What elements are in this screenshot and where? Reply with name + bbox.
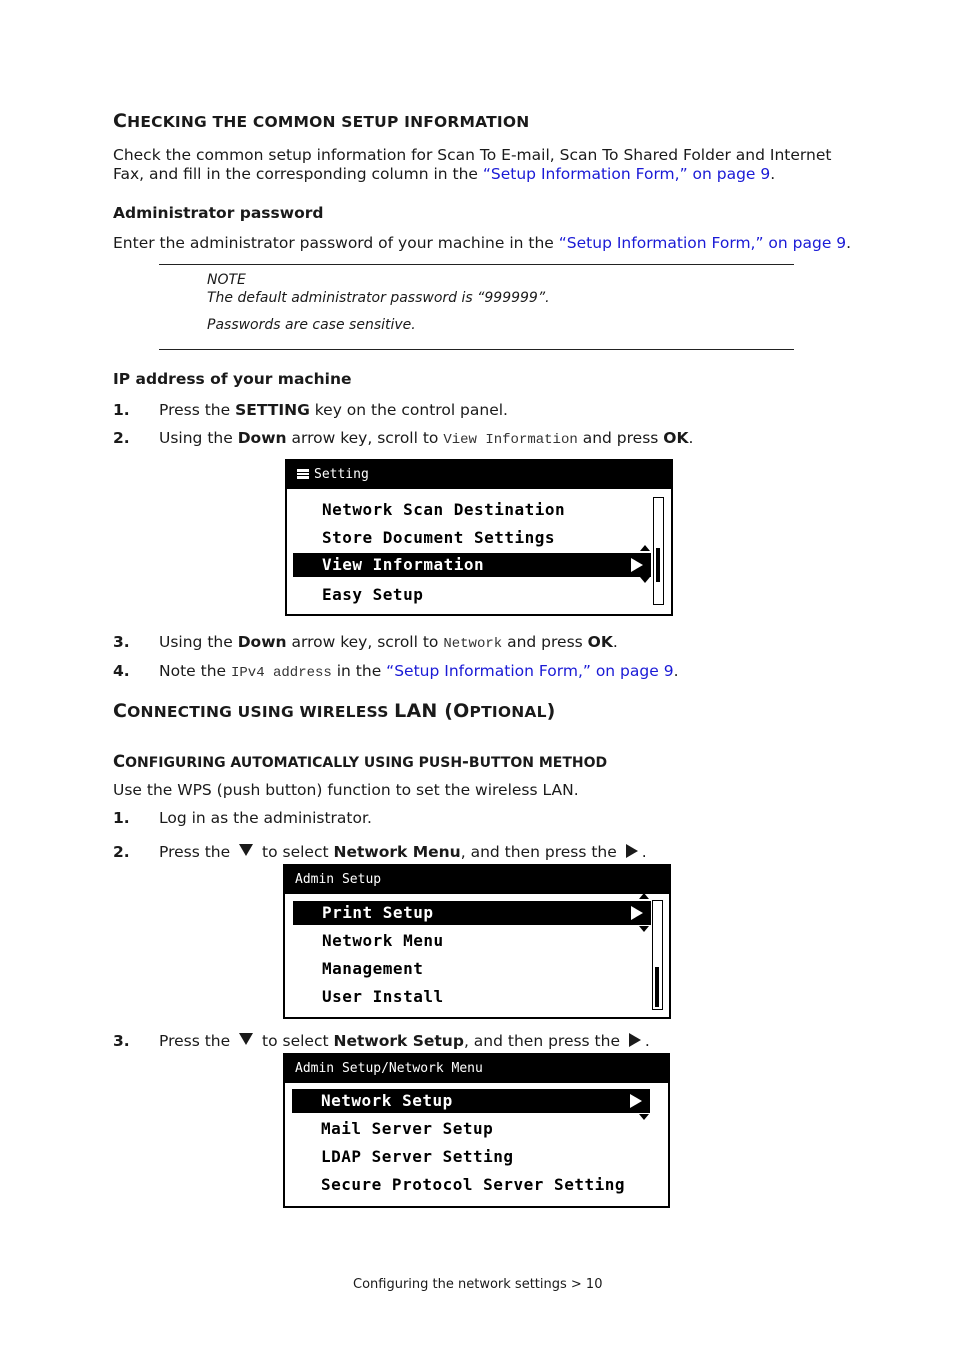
setup-form-link[interactable]: “Setup Information Form,” on page 9 (558, 234, 847, 252)
step-text: , and then press the (463, 1032, 625, 1050)
down-arrow-icon (239, 1033, 253, 1045)
step-number: 1. (113, 809, 130, 827)
menu-item-selected[interactable] (293, 553, 651, 577)
menu-item[interactable] (293, 526, 651, 550)
step-text: . (644, 1032, 650, 1050)
right-arrow-icon (630, 1094, 642, 1108)
ip-step-2 (159, 429, 693, 450)
menu-code: IPv4 address (230, 665, 332, 681)
scrollbar[interactable] (653, 497, 664, 605)
intro-line-1: Check the common setup information for Scan To E-mail, Scan To Shared Folder and Internet (113, 146, 832, 164)
down-key-label: Down (237, 429, 287, 447)
lcd-title-bar (287, 461, 671, 489)
scrollbar[interactable] (652, 900, 663, 1010)
admin-password-text (113, 234, 851, 253)
menu-name: Network Setup (333, 1032, 464, 1050)
step-text: to select (257, 1032, 334, 1050)
right-arrow-icon (626, 844, 638, 858)
heading-text: PTIONAL (469, 703, 547, 721)
heading-initial: C (113, 700, 128, 722)
menu-item-label: Network Menu (322, 931, 444, 950)
step-text: and press (502, 633, 588, 651)
step-number: 2. (113, 843, 130, 861)
wps-step-3 (159, 1032, 650, 1051)
heading-text: ONNECTING USING WIRELESS (127, 703, 395, 721)
scrollbar-thumb[interactable] (655, 967, 659, 1007)
section-heading-checking (113, 110, 529, 132)
push-button-heading (113, 752, 607, 771)
menu-item-label: LDAP Server Setting (321, 1147, 514, 1166)
step-text: , and then press the (460, 843, 622, 861)
menu-item-label: Network Scan Destination (322, 500, 566, 519)
step-text: arrow key, scroll to (286, 633, 444, 651)
step-text: Note the (159, 662, 231, 680)
right-arrow-icon (631, 558, 643, 572)
note-bottom-rule (159, 349, 794, 350)
menu-item[interactable] (293, 583, 651, 607)
menu-item-selected[interactable] (293, 901, 651, 925)
menu-item-label: Secure Protocol Server Setting (321, 1175, 625, 1194)
menu-item-label: User Install (322, 987, 444, 1006)
admin-period: . (846, 234, 852, 252)
right-arrow-icon (631, 906, 643, 920)
heading-initial: C (113, 110, 128, 132)
scroll-down-icon (640, 577, 650, 583)
step-text: arrow key, scroll to (286, 429, 444, 447)
menu-item[interactable] (293, 498, 651, 522)
ok-key-label: OK (587, 633, 613, 651)
step-text: . (673, 662, 679, 680)
heading-text: ONFIGURING AUTOMATICALLY USING PUSH (125, 755, 463, 771)
step-text: and press (577, 429, 664, 447)
wps-intro: Use the WPS (push button) function to set the wireless LAN. (113, 781, 579, 799)
step-number: 1. (113, 401, 130, 419)
menu-item[interactable] (292, 1173, 650, 1197)
step-text: . (641, 843, 647, 861)
menu-item-selected[interactable] (292, 1089, 650, 1113)
step-text: in the (331, 662, 387, 680)
scroll-down-icon (639, 1114, 649, 1120)
menu-item-label: Easy Setup (322, 585, 424, 604)
note-line-2: Passwords are case sensitive. (207, 317, 416, 333)
step-number: 2. (113, 429, 130, 447)
scroll-up-icon (639, 893, 649, 899)
scroll-down-icon (639, 926, 649, 932)
menu-item-label: Network Setup (321, 1091, 453, 1110)
step-text: Press the (159, 401, 236, 419)
heading-text: ) (546, 700, 556, 722)
step-number: 3. (113, 1032, 130, 1050)
wps-step-1: Log in as the administrator. (159, 809, 372, 827)
step-text: Press the (159, 843, 236, 861)
admin-password-heading: Administrator password (113, 204, 324, 222)
down-arrow-icon (239, 844, 253, 856)
heading-text: HECKING THE COMMON SETUP INFORMATION (127, 113, 530, 131)
heading-text: - (462, 752, 469, 771)
lcd-title-bar (285, 1055, 668, 1083)
right-arrow-icon (629, 1033, 641, 1047)
step-text: key on the control panel. (309, 401, 508, 419)
menu-item[interactable] (292, 1145, 650, 1169)
step-number: 4. (113, 662, 130, 680)
menu-item[interactable] (293, 985, 651, 1009)
menu-item[interactable] (293, 957, 651, 981)
heading-initial: C (113, 752, 126, 771)
lcd-screen-setting (285, 459, 673, 616)
section-heading-wireless (113, 700, 556, 722)
step-text: Using the (159, 633, 238, 651)
step-text: to select (257, 843, 334, 861)
scroll-up-icon (640, 545, 650, 551)
lcd-title: Setting (314, 467, 369, 482)
setting-icon (297, 469, 309, 479)
menu-item[interactable] (293, 929, 651, 953)
menu-code: View Information (443, 432, 578, 448)
page-footer: Configuring the network settings > 10 (353, 1277, 603, 1292)
setup-form-link[interactable]: “Setup Information Form,” on page 9 (386, 662, 674, 680)
lcd-screen-admin-setup (283, 864, 671, 1019)
intro-line-2 (113, 165, 775, 184)
ip-step-3 (159, 633, 618, 654)
menu-item-label: Store Document Settings (322, 528, 556, 547)
setup-form-link[interactable]: “Setup Information Form,” on page 9 (482, 165, 771, 183)
down-key-label: Down (237, 633, 287, 651)
step-text: Using the (159, 429, 238, 447)
ok-key-label: OK (663, 429, 689, 447)
step-text: Press the (159, 1032, 236, 1050)
menu-item[interactable] (292, 1117, 650, 1141)
intro-period: . (770, 165, 776, 183)
menu-item-label: View Information (322, 555, 485, 574)
step-text: . (688, 429, 694, 447)
note-line-1: The default administrator password is “999999”. (207, 290, 550, 306)
scrollbar-thumb[interactable] (656, 548, 660, 582)
admin-text: Enter the administrator password of your machine in the (113, 234, 559, 252)
ip-step-1 (159, 401, 508, 420)
ip-step-4 (159, 662, 679, 683)
note-label: NOTE (207, 272, 246, 288)
heading-text: LAN (O (394, 700, 470, 722)
lcd-title: Admin Setup (295, 872, 382, 887)
ip-address-heading: IP address of your machine (113, 370, 352, 388)
menu-item-label: Print Setup (322, 903, 434, 922)
setting-key-label: SETTING (235, 401, 310, 419)
intro-text: Fax, and fill in the corresponding column in the (113, 165, 483, 183)
lcd-title: Admin Setup/Network Menu (295, 1061, 483, 1076)
menu-item-label: Management (322, 959, 424, 978)
heading-text: BUTTON METHOD (468, 755, 608, 771)
step-number: 3. (113, 633, 130, 651)
menu-code: Network (443, 636, 503, 652)
lcd-title-bar (285, 866, 669, 894)
wps-step-2 (159, 843, 647, 862)
lcd-screen-network-menu (283, 1053, 670, 1208)
menu-item-label: Mail Server Setup (321, 1119, 494, 1138)
step-text: . (612, 633, 618, 651)
note-top-rule (159, 264, 794, 265)
menu-name: Network Menu (333, 843, 461, 861)
